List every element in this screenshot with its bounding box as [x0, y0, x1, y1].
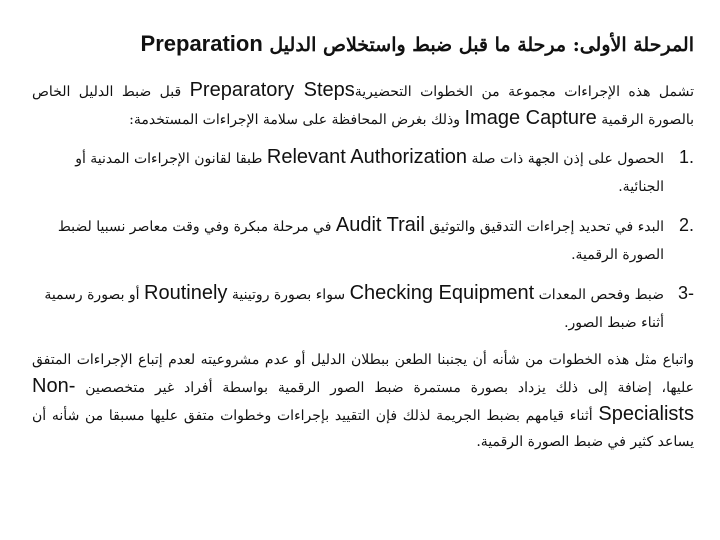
list-item: [32, 143, 694, 201]
intro-text-c: وذلك بغرض المحافظة على سلامة الإجراءات المستخدمة:: [129, 112, 465, 128]
item-term: Relevant Authorization: [266, 146, 468, 168]
title-english: Preparation: [140, 31, 263, 56]
closing-term-non-specialists: Non-Specialists: [32, 375, 694, 425]
closing-text-b: أثناء قيامهم بضبط الجريمة لذلك فإن التقييد بإجراءات وخطوات متفق عليها مسبقا من شأنه أن يساعد كثير في ضبط الصورة الرقمية.: [32, 408, 694, 450]
item-text-a: البدء في تحديد إجراءات التدقيق والتوثيق: [424, 219, 664, 235]
item-text-c: أو بصورة رسمية أثناء ضبط الصور.: [44, 287, 664, 331]
intro-term-image-capture: Image Capture: [464, 107, 597, 129]
item-text-a: الحصول على إذن الجهة ذات صلة: [467, 151, 664, 167]
title-arabic: المرحلة الأولى: مرحلة ما قبل ضبط واستخلاص الدليل: [269, 34, 694, 56]
list-item: [32, 211, 694, 269]
item-term: Checking Equipment: [349, 282, 535, 304]
intro-text-b: قبل ضبط الدليل الخاص بالصورة الرقمية: [32, 84, 694, 128]
intro-term-preparatory-steps: Preparatory Steps: [189, 79, 355, 101]
item-number: 3-: [677, 283, 694, 303]
intro-text-a: تشمل هذه الإجراءات مجموعة من الخطوات التحضيرية: [354, 84, 694, 100]
item-term: Audit Trail: [335, 214, 425, 236]
item-number: 1.: [678, 147, 694, 167]
item-text-b: سواء بصورة روتينية: [227, 287, 350, 303]
closing-text-a: واتباع مثل هذه الخطوات من شأنه أن يجنبنا الطعن ببطلان الدليل أو عدم مشروعيته لعدم إتباع الإجراءات المتفق عليها، إضافة إلى ذلك يزداد بصورة مستمرة ضبط الصور الرقمية بواسطة أفراد غير متخصصين: [32, 352, 694, 396]
item-term-2: Routinely: [144, 282, 228, 304]
list-item: [32, 279, 694, 337]
item-text-a: ضبط وفحص المعدات: [534, 287, 664, 303]
steps-list: [32, 143, 694, 337]
intro-paragraph: [32, 77, 694, 133]
item-text-b: طبقا لقانون الإجراءات المدنية أو الجنائية.: [75, 151, 664, 195]
closing-paragraph: [32, 347, 694, 455]
item-text-b: في مرحلة مبكرة وفي وقت معاصر نسبيا لضبط الصورة الرقمية.: [57, 219, 664, 263]
item-number: 2.: [678, 215, 694, 235]
page-title: [32, 30, 694, 59]
